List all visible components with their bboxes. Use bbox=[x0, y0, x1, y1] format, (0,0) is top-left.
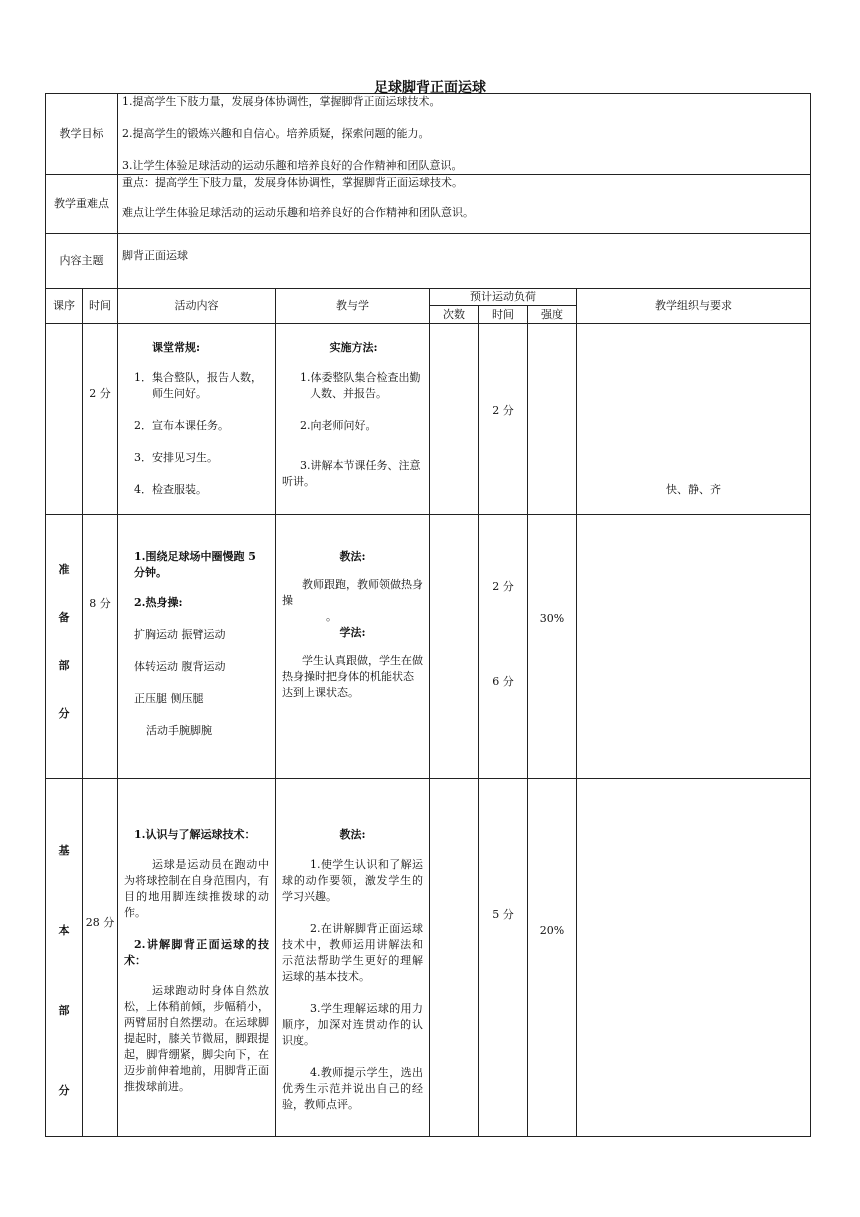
key-point-2: 难点让学生体验足球活动的运动乐趣和培养良好的合作精神和团队意识。 bbox=[122, 206, 474, 219]
header-org: 教学组织与要求 bbox=[577, 289, 811, 324]
objectives-cell bbox=[118, 94, 811, 175]
row-time: 28 分 bbox=[83, 779, 118, 1137]
row-load-time: 5 分 bbox=[479, 779, 528, 1137]
row-count bbox=[430, 324, 479, 515]
page-title: 足球脚背正面运球 bbox=[374, 80, 486, 96]
activity-item: 2.热身操: bbox=[134, 596, 183, 609]
activity-item: 1.围绕足球场中圈慢跑 5 分钟。 bbox=[134, 550, 256, 579]
row-count bbox=[430, 515, 479, 779]
objectives-label: 教学目标 bbox=[46, 94, 118, 175]
teach-text: 教师跟跑，教师领做热身操 bbox=[282, 578, 423, 607]
activity-item: 2.讲解脚背正面运球的技术： bbox=[124, 938, 269, 967]
row-load-time: 2 分 bbox=[479, 324, 528, 515]
activity-item: 运球是运动员在跑动中为将球控制在自身范围内，有目的地用脚连续推拨球的动作。 bbox=[124, 858, 269, 919]
objective-3: 3.让学生体验足球活动的运动乐趣和培养良好的合作精神和团队意识。 bbox=[122, 159, 463, 172]
learn-text: 学生认真跟做，学生在做热身操时把身体的机能状态达到上课状态。 bbox=[282, 654, 423, 699]
row-activity bbox=[118, 324, 276, 515]
row-intensity: 20% bbox=[528, 779, 577, 1137]
row-org bbox=[577, 515, 811, 779]
teach-item: 1.体委整队集合检查出勤人数、并报告。 bbox=[300, 371, 421, 400]
row-intensity: 30% bbox=[528, 515, 577, 779]
lesson-plan-table bbox=[45, 93, 811, 1137]
activity-item: 2．宣布本课任务。 bbox=[134, 419, 229, 432]
header-count: 次数 bbox=[430, 306, 479, 324]
row-activity bbox=[118, 515, 276, 779]
section-label-text: 基 本 部 分 bbox=[58, 844, 70, 1097]
teach-title: 实施方法: bbox=[329, 341, 378, 354]
load-time: 2 分 bbox=[492, 580, 514, 593]
objective-1: 1.提高学生下肢力量，发展身体协调性，掌握脚背正面运球技术。 bbox=[122, 95, 441, 108]
teach-title: 教法: bbox=[339, 550, 366, 563]
activity-item: 4．检查服装。 bbox=[134, 483, 207, 496]
header-teach: 教与学 bbox=[276, 289, 430, 324]
activity-item: 正压腿 侧压腿 bbox=[134, 692, 204, 705]
header-time: 时间 bbox=[83, 289, 118, 324]
row-load-time bbox=[479, 515, 528, 779]
activity-item: 1．集合整队，报告人数，师生问好。 bbox=[134, 371, 262, 400]
row-activity bbox=[118, 779, 276, 1137]
header-load: 预计运动负荷 bbox=[430, 289, 577, 306]
row-org bbox=[577, 779, 811, 1137]
section-label-text: 准 备 部 分 bbox=[58, 563, 70, 720]
table-row bbox=[46, 324, 811, 515]
load-time: 6 分 bbox=[492, 675, 514, 688]
objective-2: 2.提高学生的锻炼兴趣和自信心。培养质疑，探索问题的能力。 bbox=[122, 127, 430, 140]
section-label bbox=[46, 324, 83, 515]
row-org: 快、静、齐 bbox=[577, 324, 811, 515]
activity-item: 活动手腕脚腕 bbox=[146, 724, 212, 737]
row-intensity bbox=[528, 324, 577, 515]
header-activity: 活动内容 bbox=[118, 289, 276, 324]
topic-label: 内容主题 bbox=[46, 234, 118, 289]
teach-item: 3.学生理解运球的用力顺序，加深对连贯动作的认识度。 bbox=[282, 1002, 423, 1047]
row-time: 8 分 bbox=[83, 515, 118, 779]
key-points-cell bbox=[118, 175, 811, 234]
teach-text: 。 bbox=[326, 610, 337, 623]
section-label bbox=[46, 515, 83, 779]
activity-item: 扩胸运动 振臂运动 bbox=[134, 628, 226, 641]
section-label bbox=[46, 779, 83, 1137]
key-point-1: 重点：提高学生下肢力量，发展身体协调性，掌握脚背正面运球技术。 bbox=[122, 176, 463, 189]
row-time: 2 分 bbox=[83, 324, 118, 515]
activity-item: 体转运动 腹背运动 bbox=[134, 660, 226, 673]
header-intensity: 强度 bbox=[528, 306, 577, 324]
row-teach bbox=[276, 324, 430, 515]
activity-item: 3．安排见习生。 bbox=[134, 451, 218, 464]
learn-title: 学法: bbox=[339, 626, 366, 639]
table-row bbox=[46, 779, 811, 1137]
teach-item: 3.讲解本节课任务、注意听讲。 bbox=[282, 459, 421, 488]
teach-item: 4.教师提示学生，选出优秀生示范并说出自己的经验，教师点评。 bbox=[282, 1066, 423, 1111]
row-teach bbox=[276, 515, 430, 779]
row-count bbox=[430, 779, 479, 1137]
teach-item: 1.使学生认识和了解运球的动作要领，激发学生的学习兴趣。 bbox=[282, 858, 423, 903]
activity-title: 课堂常规: bbox=[152, 341, 201, 354]
header-order: 课序 bbox=[46, 289, 83, 324]
activity-item: 1.认识与了解运球技术： bbox=[134, 828, 256, 841]
row-teach bbox=[276, 779, 430, 1137]
activity-item: 运球跑动时身体自然放松，上体稍前倾，步幅稍小，两臂屈肘自然摆动。在运球脚提起时，膝关节微屈，脚跟提起，脚背绷紧，脚尖向下，在迈步前伸着地前，用脚背正面推拨球前进。 bbox=[124, 984, 269, 1093]
header-load-time: 时间 bbox=[479, 306, 528, 324]
table-row bbox=[46, 515, 811, 779]
teach-item: 2.向老师问好。 bbox=[300, 419, 377, 432]
teach-title: 教法: bbox=[339, 828, 366, 841]
key-points-label: 教学重难点 bbox=[46, 175, 118, 234]
teach-item: 2.在讲解脚背正面运球技术中，教师运用讲解法和示范法帮助学生更好的理解运球的基本技术。 bbox=[282, 922, 423, 983]
section-label-chars bbox=[46, 562, 82, 722]
topic-value: 脚背正面运球 bbox=[118, 234, 811, 289]
section-label-chars bbox=[46, 843, 82, 1099]
